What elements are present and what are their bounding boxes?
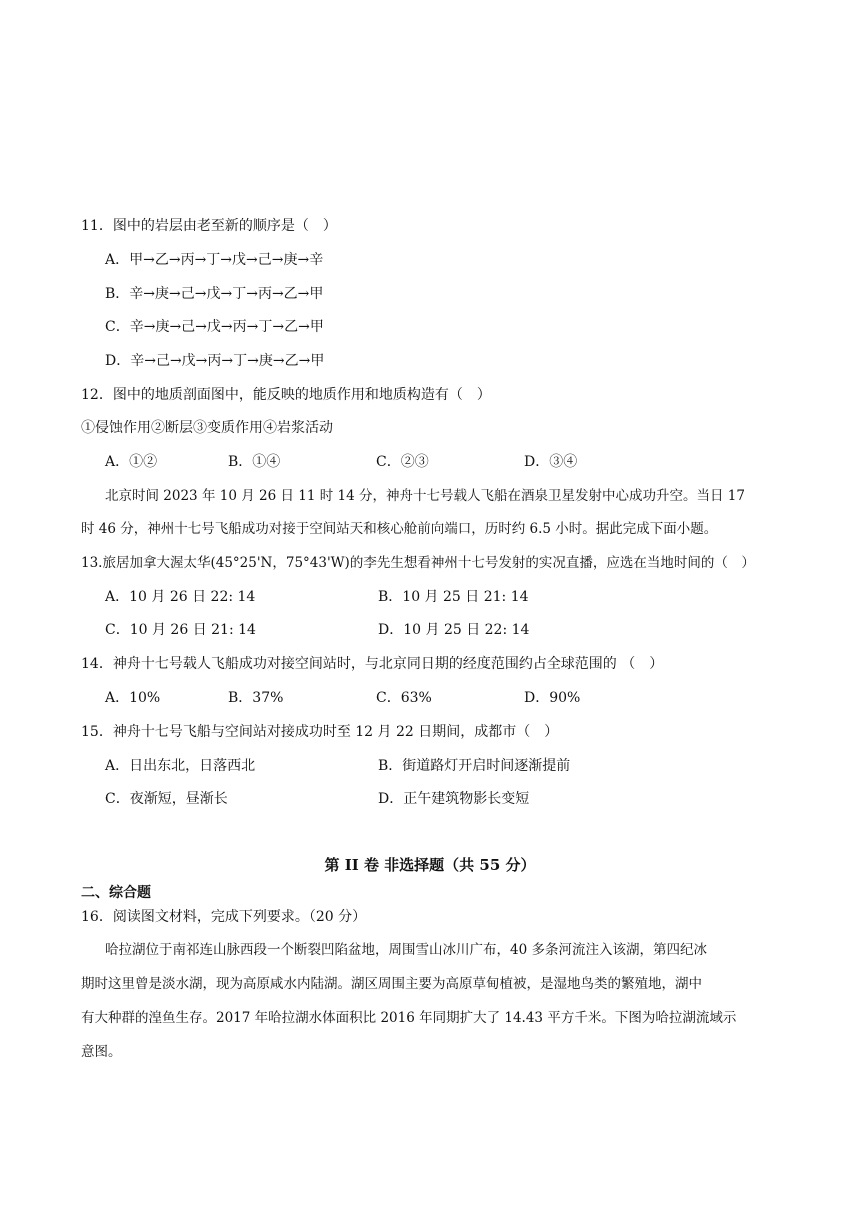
question-12-option-d: D．③④ [524, 454, 578, 470]
question-15-stem: 15．神舟十七号飞船与空间站对接成功时至 12 月 22 日期间，成都市（ ） [81, 724, 559, 740]
question-12-option-b: B．①④ [228, 454, 281, 470]
passage-line-1: 北京时间 2023 年 10 月 26 日 11 时 14 分，神舟十七号载人飞船在酒泉卫星发射中心成功升空。当日 17 [105, 488, 745, 504]
question-16-stem: 16．阅读图文材料，完成下列要求。（20 分） [81, 909, 367, 925]
passage-line-2: 时 46 分，神州十七号飞船成功对接于空间站天和核心舱前向端口，历时约 6.5 小时。据此完成下面小题。 [81, 521, 718, 537]
question-11-stem: 11．图中的岩层由老至新的顺序是（ ） [81, 218, 337, 234]
question-15-option-a: A．日出东北，日落西北 [105, 758, 256, 774]
question-15-option-d: D．正午建筑物影长变短 [378, 791, 530, 807]
question-13-options-row1 [105, 588, 678, 606]
question-12-stem: 12．图中的地质剖面图中，能反映的地质作用和地质构造有（ ） [81, 387, 491, 403]
question-12-option-c: C．②③ [376, 454, 429, 470]
question-13-option-b: B．10 月 25 日 21: 14 [378, 589, 529, 605]
section-title: 二、综合题 [81, 885, 151, 901]
question-15-option-b: B．街道路灯开启时间逐渐提前 [378, 758, 571, 774]
question-16-passage-line-4: 意图。 [81, 1044, 122, 1060]
question-11-option-b: B．辛→庚→己→戊→丁→丙→乙→甲 [105, 286, 324, 302]
question-15-options-row1 [105, 757, 678, 775]
question-13-option-c: C．10 月 26 日 21: 14 [105, 622, 256, 638]
question-16-passage-line-2: 期时这里曾是淡水湖，现为高原咸水内陆湖。湖区周围主要为高原草甸植被，是湿地鸟类的繁殖地，湖中 [81, 976, 702, 992]
question-16-passage-line-1: 哈拉湖位于南祁连山脉西段一个断裂凹陷盆地，周围雪山冰川广布，40 多条河流注入该湖，第四纪冰 [105, 942, 707, 958]
question-14-stem: 14．神舟十七号载人飞船成功对接空间站时，与北京同日期的经度范围约占全球范围的 （ ） [81, 656, 664, 672]
question-15-options-row2 [105, 790, 678, 808]
part-2-title: 第 II 卷 非选择题（共 55 分） [324, 856, 536, 874]
question-14-option-d: D．90% [524, 690, 581, 706]
question-12-option-a: A．①② [105, 454, 158, 470]
question-13-stem: 13.旅居加拿大渥太华(45°25'N，75°43'W)的李先生想看神州十七号发射的实况直播，应选在当地时间的（ ） [81, 555, 755, 571]
question-12-options [105, 453, 644, 471]
question-11-option-c: C．辛→庚→己→戊→丙→丁→乙→甲 [105, 319, 324, 335]
question-11-option-a: A．甲→乙→丙→丁→戊→己→庚→辛 [105, 252, 324, 268]
question-13-option-d: D．10 月 25 日 22: 14 [378, 622, 530, 638]
question-16-passage-line-3: 有大种群的湟鱼生存。2017 年哈拉湖水体面积比 2016 年同期扩大了 14.43 平方千米。下图为哈拉湖流域示 [81, 1010, 737, 1026]
question-14-option-b: B．37% [228, 690, 284, 706]
question-11-option-d: D．辛→己→戊→丙→丁→庚→乙→甲 [105, 353, 325, 369]
question-14-option-c: C．63% [376, 690, 432, 706]
question-12-choices: ①侵蚀作用②断层③变质作用④岩浆活动 [81, 420, 333, 436]
question-13-option-a: A．10 月 26 日 22: 14 [105, 589, 256, 605]
question-15-option-c: C．夜渐短，昼渐长 [105, 791, 228, 807]
question-14-option-a: A．10% [105, 690, 161, 706]
question-13-options-row2 [105, 621, 678, 639]
question-14-options [105, 689, 644, 707]
